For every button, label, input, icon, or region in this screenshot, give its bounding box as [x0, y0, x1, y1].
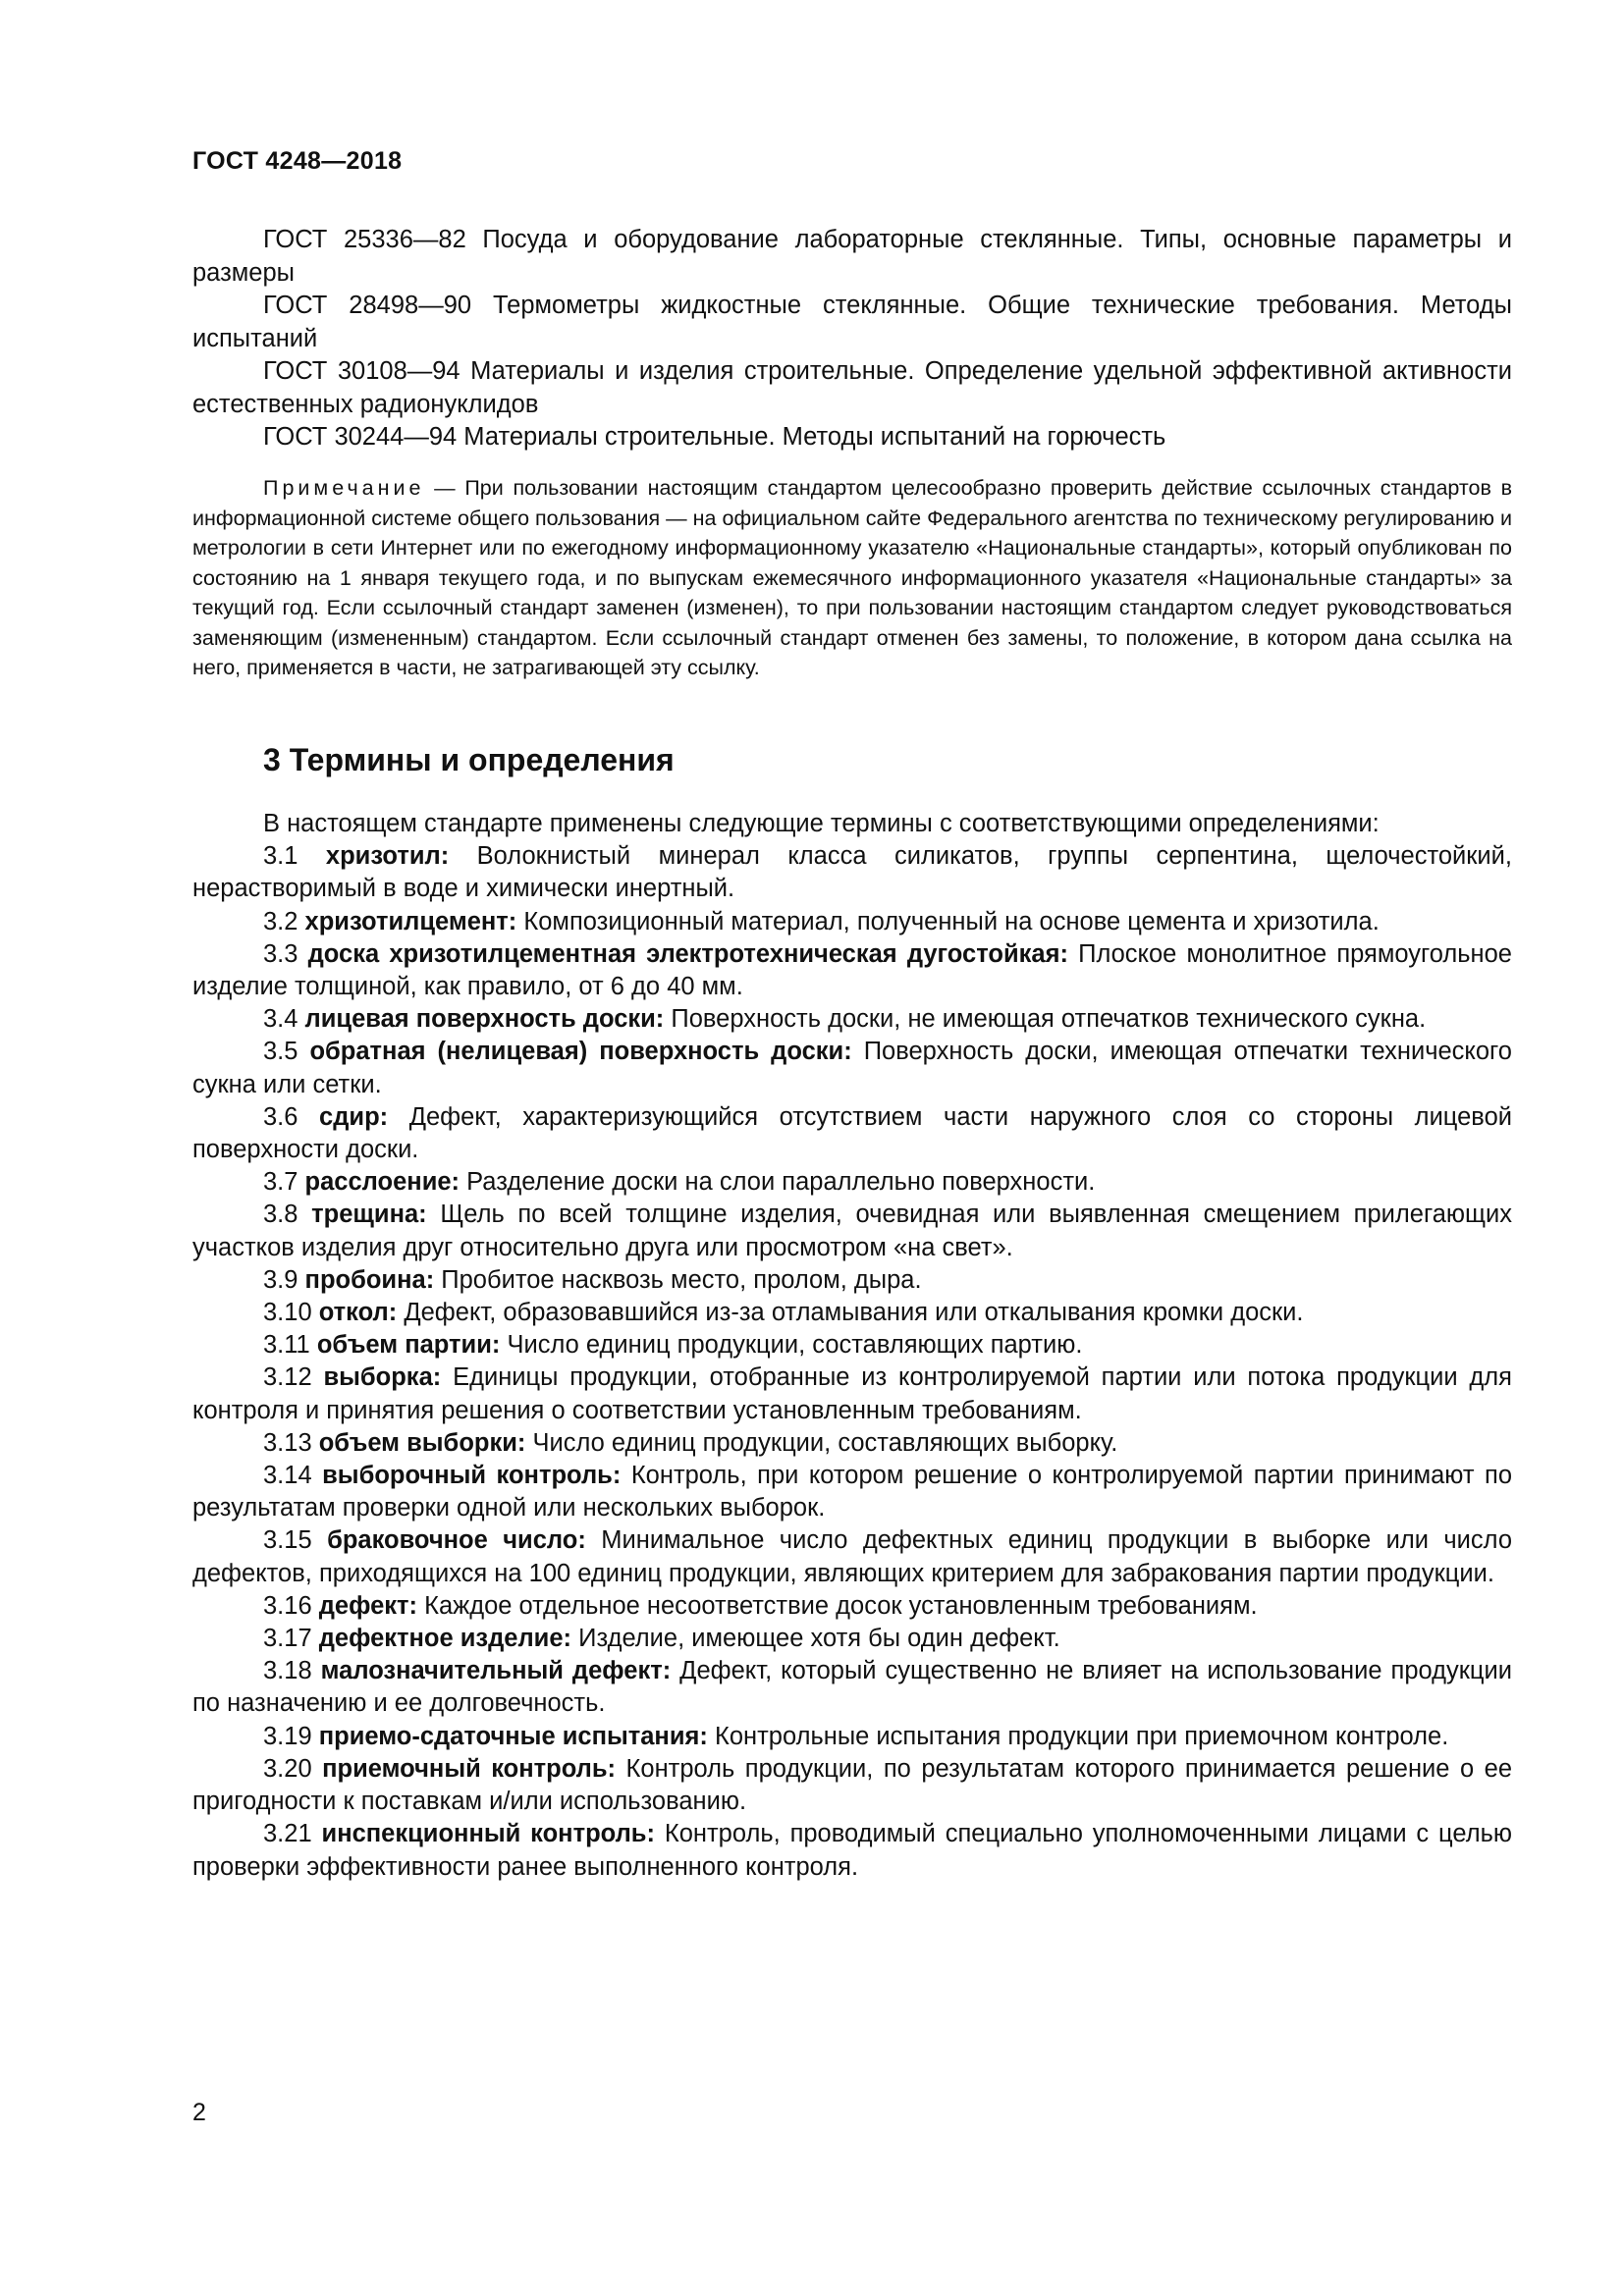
term-name: сдир:: [319, 1102, 389, 1131]
term-entry: [192, 938, 1512, 1003]
term-entry: [192, 1655, 1512, 1720]
term-entry: [192, 1721, 1512, 1753]
term-number: 3.19: [263, 1722, 312, 1750]
term-definition: Плоское монолитное прямоугольное изделие толщиной, как правило, от 6 до 40 мм.: [192, 939, 1512, 1001]
document-page: [192, 0, 1512, 2296]
term-number: 3.13: [263, 1428, 312, 1457]
term-number: 3.18: [263, 1657, 312, 1685]
term-entry: [192, 1166, 1512, 1199]
term-number: 3.17: [263, 1625, 312, 1653]
term-name: дефектное изделие:: [318, 1625, 572, 1653]
reference-item: ГОСТ 25336—82 Посуда и оборудование лабораторные стеклянные. Типы, основные параметры и размеры: [192, 226, 1512, 287]
term-entry: [192, 1818, 1512, 1883]
term-entry: [192, 1590, 1512, 1623]
term-name: объем выборки:: [318, 1428, 526, 1457]
term-name: откол:: [318, 1299, 398, 1327]
section-intro: В настоящем стандарте применены следующие термины с соответствующими определениями:: [263, 810, 1380, 837]
note-label: Примечание: [263, 476, 425, 500]
term-definition: Контроль, при котором решение о контролируемой партии принимают по результатам проверки одной или нескольких выборок.: [192, 1462, 1513, 1522]
term-entry: [192, 1003, 1512, 1036]
term-definition: Контрольные испытания продукции при приемочном контроле.: [714, 1722, 1449, 1750]
term-name: инспекционный контроль:: [321, 1820, 655, 1848]
term-number: 3.15: [263, 1526, 312, 1555]
term-name: обратная (нелицевая) поверхность доски:: [309, 1038, 852, 1066]
term-name: хризотилцемент:: [304, 907, 517, 935]
term-number: 3.5: [263, 1038, 298, 1066]
term-definition: Дефект, характеризующийся отсутствием части наружного слоя со стороны лицевой поверхности доски.: [192, 1102, 1512, 1164]
term-name: трещина:: [311, 1201, 427, 1229]
term-name: дефект:: [318, 1591, 418, 1620]
term-entry: [192, 1199, 1512, 1263]
term-number: 3.2: [263, 907, 298, 935]
term-definition: Минимальное число дефектных единиц продукции в выборке или число дефектов, приходящихся на 100 единиц продукции, являющих критерием для забракования партии продукции.: [192, 1526, 1512, 1587]
term-definition: Дефект, который существенно не влияет на использование продукции по назначению и ее долговечность.: [192, 1657, 1513, 1718]
term-name: приемо-сдаточные испытания:: [318, 1722, 708, 1750]
term-number: 3.7: [263, 1168, 298, 1197]
term-definition: Каждое отдельное несоответствие досок установленным требованиям.: [424, 1591, 1258, 1620]
term-definition: Число единиц продукции, составляющих партию.: [507, 1331, 1083, 1360]
term-entry: [192, 1264, 1512, 1297]
term-name: выборка:: [323, 1363, 442, 1392]
term-number: 3.1: [263, 842, 298, 871]
term-number: 3.12: [263, 1363, 312, 1392]
reference-item: ГОСТ 30244—94 Материалы строительные. Методы испытаний на горючесть: [263, 423, 1166, 451]
term-definition: Поверхность доски, не имеющая отпечатков технического сукна.: [671, 1005, 1427, 1034]
reference-item: ГОСТ 28498—90 Термометры жидкостные стеклянные. Общие технические требования. Методы испытаний: [192, 292, 1512, 352]
term-entry: [192, 1036, 1512, 1100]
term-definition: Изделие, имеющее хотя бы один дефект.: [578, 1625, 1060, 1653]
term-name: пробоина:: [304, 1265, 435, 1294]
term-number: 3.20: [263, 1754, 312, 1783]
term-number: 3.16: [263, 1591, 312, 1620]
term-definition: Композиционный материал, полученный на основе цемента и хризотила.: [523, 907, 1380, 935]
term-definition: Волокнистый минерал класса силикатов, группы серпентина, щелочестойкий, нерастворимый в воде и химически инертный.: [192, 842, 1512, 903]
term-definition: Число единиц продукции, составляющих выборку.: [532, 1428, 1118, 1457]
section-heading: 3 Термины и определения: [263, 742, 675, 777]
term-definition: Контроль, проводимый специально уполномоченными лицами с целью проверки эффективности ранее выполненного контроля.: [192, 1820, 1512, 1881]
term-definition: Контроль продукции, по результатам которого принимается решение о ее пригодности к поставкам и/или использованию.: [192, 1754, 1513, 1816]
reference-item: ГОСТ 30108—94 Материалы и изделия строительные. Определение удельной эффективной активности естественных радионуклидов: [192, 357, 1512, 418]
term-number: 3.3: [263, 939, 298, 968]
note-text: — При пользовании настоящим стандартом целесообразно проверить действие ссылочных стандартов в информационной системе общего пользования — на официальном сайте Федерального агентства по техническому регулированию и метрологии в сети Интернет или по ежегодному информационному указателю «Национальные стандарты», который опубликован по состоянию на 1 января текущего года, и по выпускам ежемесячного информационного указателя «Национальные стандарты» за текущий год. Если ссылочный стандарт заменен (изменен), то при пользовании настоящим стандартом следует руководствоваться заменяющим (измененным) стандартом. Если ссылочный стандарт отменен без замены, то положение, в котором дана ссылка на него, применяется в части, не затрагивающей эту ссылку.: [192, 476, 1512, 679]
term-entry: [192, 1427, 1512, 1460]
term-name: лицевая поверхность доски:: [304, 1005, 665, 1034]
page-number: 2: [192, 2099, 206, 2126]
term-definition: Дефект, образовавшийся из-за отламывания или откалывания кромки доски.: [404, 1299, 1304, 1327]
term-name: хризотил:: [325, 842, 450, 871]
term-entry: [192, 1297, 1512, 1329]
term-number: 3.4: [263, 1005, 298, 1034]
term-entry: [192, 1329, 1512, 1362]
document-code-header: ГОСТ 4248—2018: [192, 147, 403, 175]
term-entry: [192, 1362, 1512, 1426]
note-block: [192, 473, 1512, 683]
term-name: приемочный контроль:: [322, 1754, 617, 1783]
term-definition: Разделение доски на слои параллельно поверхности.: [466, 1168, 1096, 1197]
term-number: 3.11: [263, 1331, 310, 1360]
term-entry: [192, 1460, 1512, 1524]
term-name: расслоение:: [304, 1168, 460, 1197]
term-name: малозначительный дефект:: [320, 1657, 672, 1685]
terms-list: [192, 808, 1512, 1884]
term-name: выборочный контроль:: [322, 1462, 622, 1490]
term-number: 3.6: [263, 1102, 298, 1131]
term-name: объем партии:: [316, 1331, 501, 1360]
term-name: доска хризотилцементная электротехническая дугостойкая:: [307, 939, 1068, 968]
term-definition: Пробитое насквозь место, пролом, дыра.: [441, 1265, 922, 1294]
terms-container: [192, 840, 1512, 1884]
term-number: 3.21: [263, 1820, 312, 1848]
normative-references: [192, 224, 1512, 454]
term-entry: [192, 906, 1512, 938]
term-entry: [192, 1623, 1512, 1655]
term-definition: Единицы продукции, отобранные из контролируемой партии или потока продукции для контроля и принятия решения о соответствии установленным требованиям.: [192, 1363, 1512, 1424]
term-number: 3.8: [263, 1201, 298, 1229]
term-definition: Поверхность доски, имеющая отпечатки технического сукна или сетки.: [192, 1038, 1512, 1098]
term-name: браковочное число:: [327, 1526, 586, 1555]
term-definition: Щель по всей толщине изделия, очевидная или выявленная смещением прилегающих участков изделия друг относительно друга или просмотром «на свет».: [192, 1201, 1513, 1261]
term-entry: [192, 1101, 1512, 1166]
term-number: 3.14: [263, 1462, 312, 1490]
term-entry: [192, 840, 1512, 905]
term-number: 3.10: [263, 1299, 312, 1327]
term-entry: [192, 1524, 1512, 1589]
term-number: 3.9: [263, 1265, 298, 1294]
term-entry: [192, 1753, 1512, 1818]
